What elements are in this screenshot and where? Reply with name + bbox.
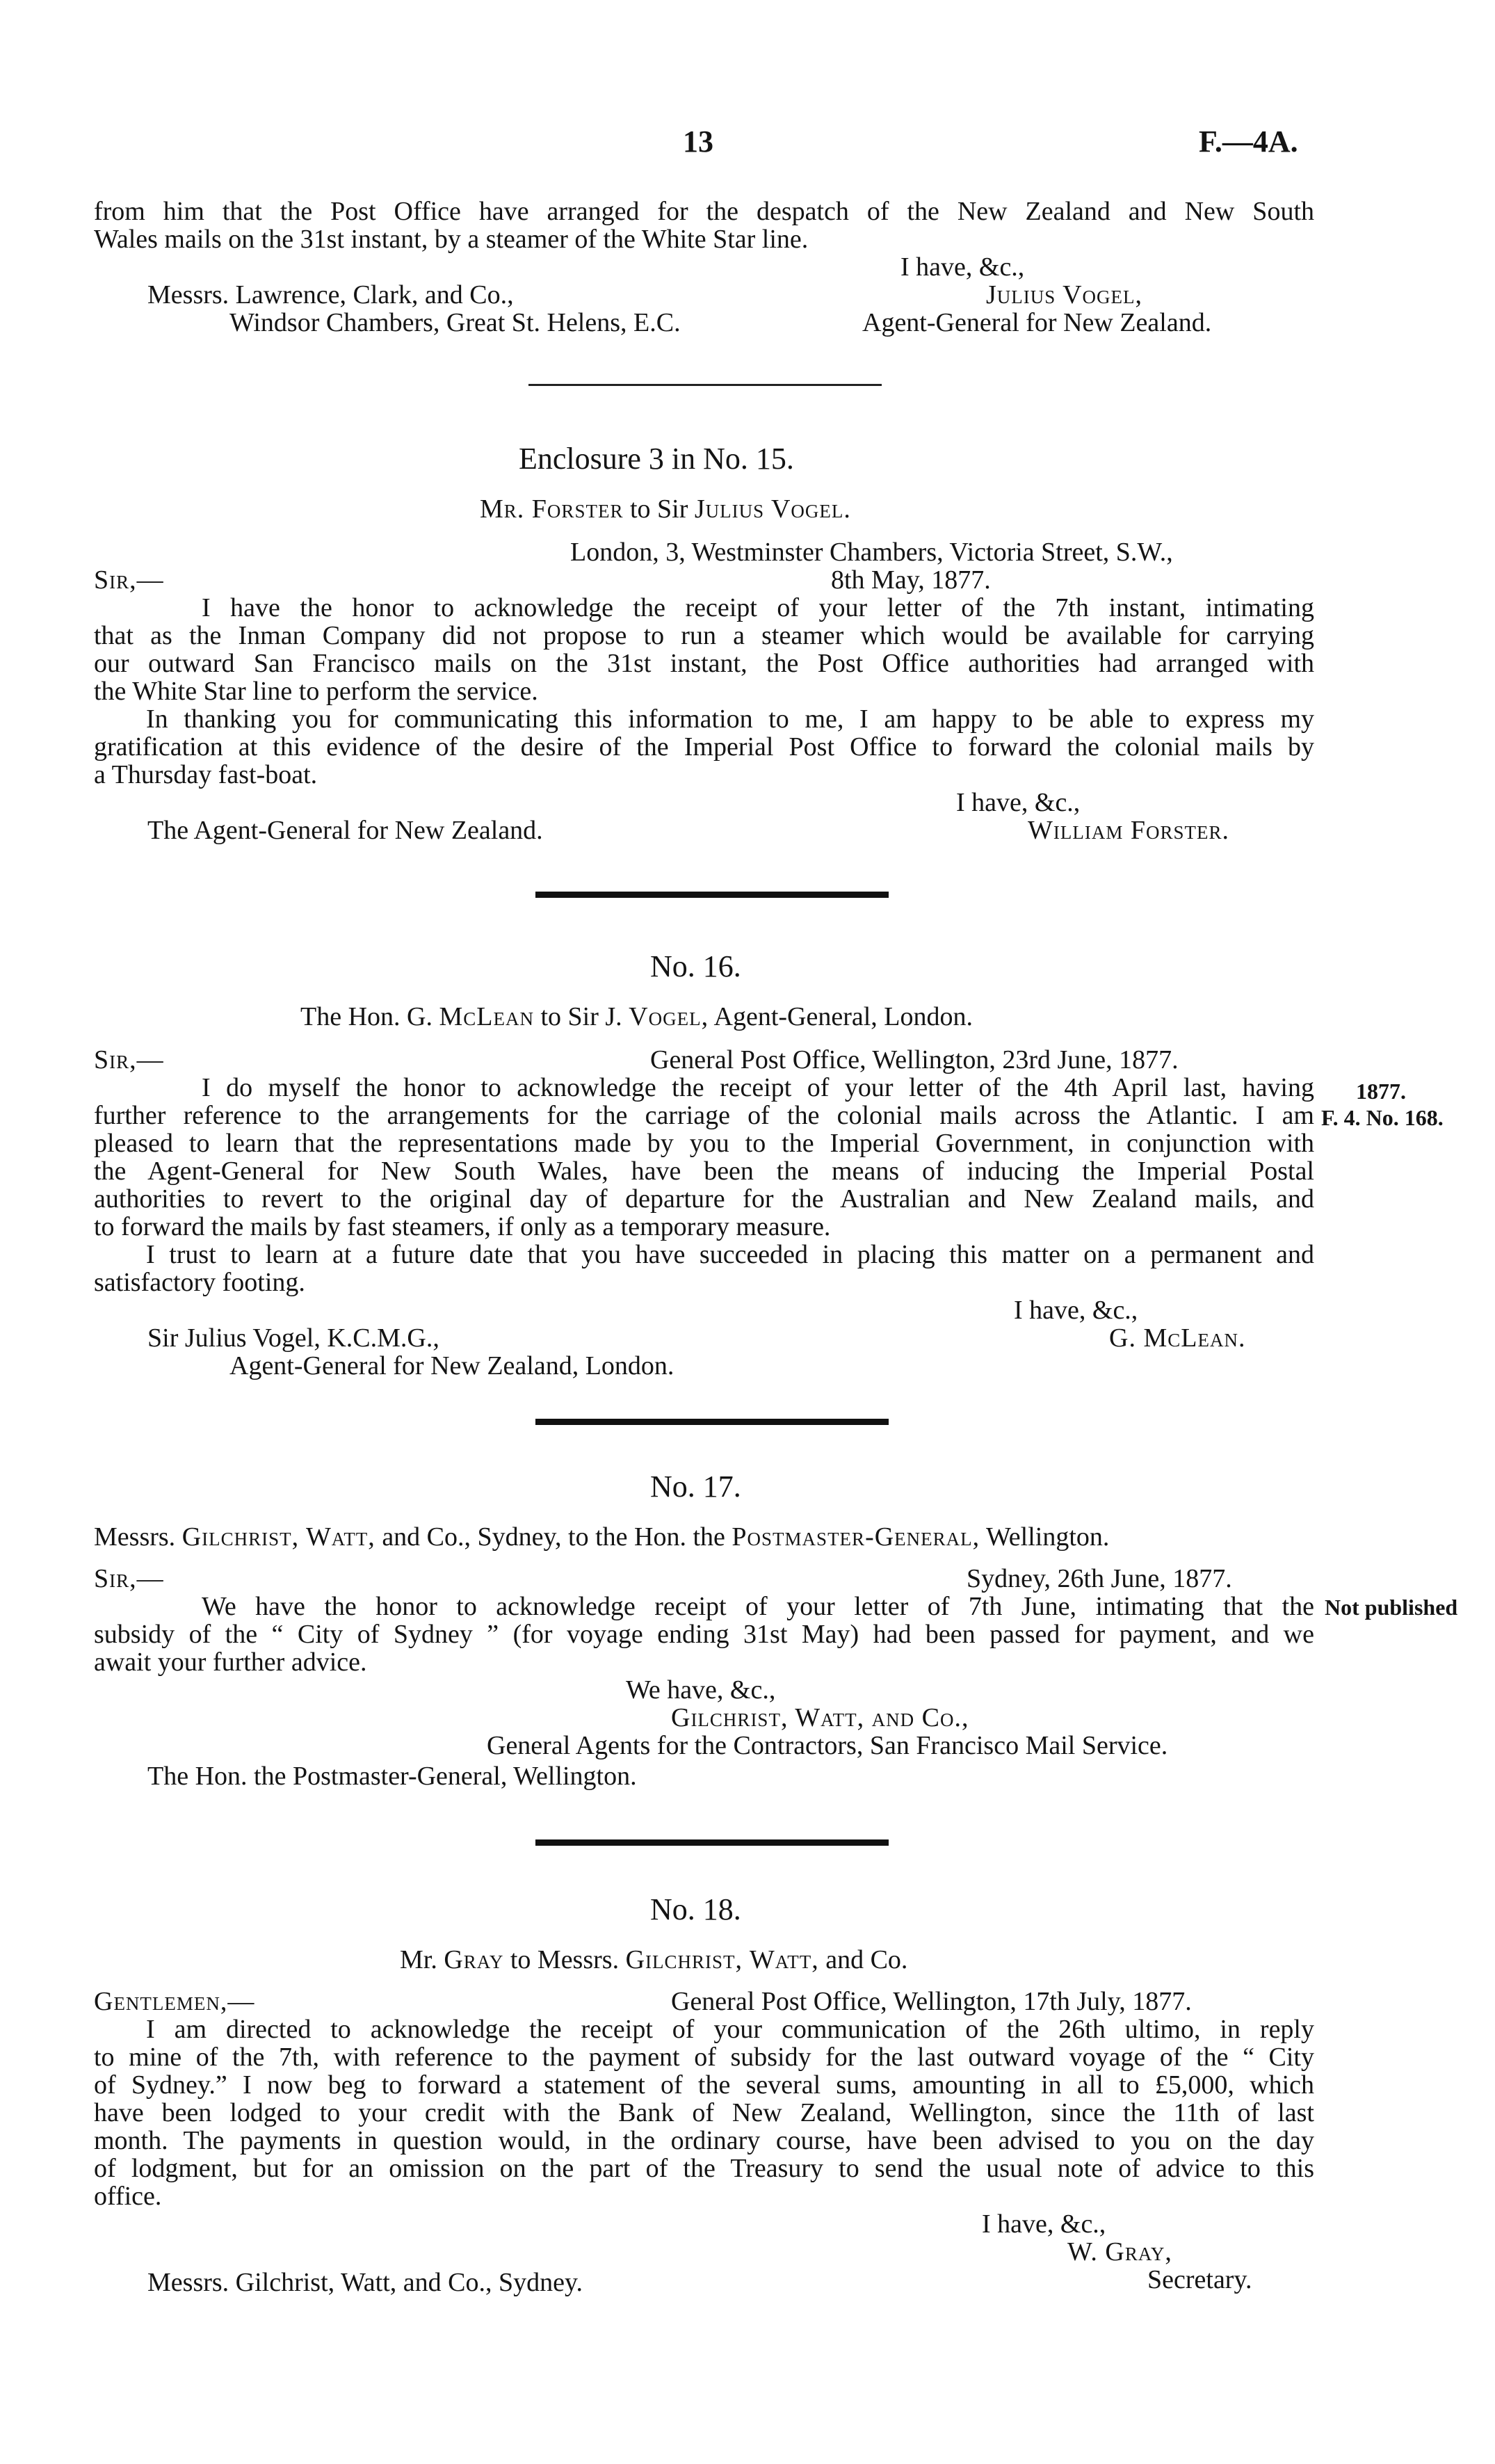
enclosure-3-body-line-4: the White Star line to perform the service. (94, 677, 538, 706)
no-16-closing: I have, &c., (1014, 1296, 1138, 1325)
no-18-subtitle-a: Mr. (400, 1945, 437, 1974)
no-17-subtitle-names: Gilchrist, Watt, (181, 1522, 375, 1552)
enclosure-3-body-line-6: gratification at this evidence of the desire of the Imperial Post Office to forward the colonial mails by (94, 732, 1314, 762)
no-17-margin-note: Not published (1325, 1595, 1458, 1620)
no-16-address-date: General Post Office, Wellington, 23rd June, 1877. (650, 1045, 1179, 1074)
no-16-subtitle-name2: Vogel, (629, 1002, 709, 1031)
no-18-title: No. 18. (650, 1892, 741, 1926)
no-16-salutation: Sir,— (94, 1045, 164, 1074)
no-16-subtitle-c: Agent-General, London. (713, 1002, 973, 1031)
no-18-body-line-2: to mine of the 7th, with reference to the payment of subsidy for the last outward voyage of the “ City (94, 2043, 1314, 2072)
no-18-signer: W. Gray, (1067, 2237, 1172, 2266)
no-16-subtitle-a: The Hon. G. (300, 1002, 433, 1031)
no-16-body-line-7: I trust to learn at a future date that you have succeeded in placing this matter on a permanent and (146, 1240, 1314, 1269)
document-reference: F.—4A. (1199, 124, 1298, 159)
no-17-subtitle-a: Messrs. (94, 1522, 176, 1552)
no-16-body-line-6: to forward the mails by fast steamers, if only as a temporary measure. (94, 1212, 831, 1241)
continuation-signer: Julius Vogel, (986, 280, 1143, 309)
no-17-title: No. 17. (650, 1469, 741, 1504)
no-16-body-line-3: pleased to learn that the representations made by you to the Imperial Government, in conjunction with (94, 1129, 1314, 1158)
section-divider (535, 892, 889, 898)
no-16-subtitle-b: to Sir J. (540, 1002, 622, 1031)
enclosure-3-salutation: Sir,— (94, 565, 164, 595)
no-18-subtitle-b: to Messrs. (510, 1945, 620, 1974)
page-number: 13 (683, 124, 713, 159)
no-16-body-line-8: satisfactory footing. (94, 1268, 305, 1297)
enclosure-3-mid: to Sir (629, 494, 688, 524)
no-16-recipient-2: Agent-General for New Zealand, London. (229, 1351, 674, 1380)
no-16-body-line-5: authorities to revert to the original day of departure for the Australian and New Zealand mails, and (94, 1184, 1314, 1214)
enclosure-3-signer: William Forster. (1028, 816, 1229, 845)
no-16-body-line-1: I do myself the honor to acknowledge the receipt of your letter of the 4th April last, having (202, 1073, 1314, 1102)
no-18-signer-title: Secretary. (1147, 2265, 1252, 2294)
no-17-date: Sydney, 26th June, 1877. (967, 1564, 1232, 1593)
no-18-body-line-3: of Sydney.” I now beg to forward a statement of the several sums, amounting in all to £5,000, which (94, 2070, 1314, 2100)
no-16-recipient-1: Sir Julius Vogel, K.C.M.G., (147, 1323, 439, 1353)
enclosure-3-date: 8th May, 1877. (831, 565, 991, 595)
no-18-recipient: Messrs. Gilchrist, Watt, and Co., Sydney. (147, 2268, 583, 2297)
enclosure-3-body-line-2: that as the Inman Company did not propose to run a steamer which would be available for carrying (94, 621, 1314, 650)
no-17-signer: Gilchrist, Watt, and Co., (671, 1703, 969, 1732)
no-17-closing: We have, &c., (626, 1675, 776, 1705)
enclosure-3-body-line-3: our outward San Francisco mails on the 31st instant, the Post Office authorities had arranged with (94, 649, 1314, 678)
no-16-signer: G. McLean. (1109, 1323, 1246, 1353)
no-17-subtitle-b: and Co., Sydney, to the Hon. the (382, 1522, 725, 1552)
section-divider (528, 384, 882, 386)
no-18-subtitle (400, 1944, 907, 1975)
continuation-closing: I have, &c., (900, 252, 1025, 282)
enclosure-3-closing: I have, &c., (956, 788, 1081, 817)
enclosure-3-body-line-1: I have the honor to acknowledge the receipt of your letter of the 7th instant, intimating (202, 593, 1314, 622)
enclosure-3-from: Mr. Forster (480, 494, 624, 524)
no-16-body-line-2: further reference to the arrangements for the carriage of the colonial mails across the Atlantic. I am (94, 1101, 1314, 1130)
enclosure-3-recipient: The Agent-General for New Zealand. (147, 816, 543, 845)
enclosure-3-body-line-7: a Thursday fast-boat. (94, 760, 318, 789)
no-18-body-line-6: of lodgment, but for an omission on the part of the Treasury to send the usual note of advice to this (94, 2154, 1314, 2183)
enclosure-3-subtitle (480, 494, 851, 524)
no-18-body-line-7: office. (94, 2182, 162, 2211)
continuation-recipient-2: Windsor Chambers, Great St. Helens, E.C. (229, 308, 681, 337)
section-divider (535, 1839, 889, 1846)
enclosure-3-address: London, 3, Westminster Chambers, Victoria Street, S.W., (570, 538, 1173, 567)
enclosure-3-body-line-5: In thanking you for communicating this information to me, I am happy to be able to express my (146, 704, 1314, 734)
no-18-subtitle-names: Gilchrist, Watt, (625, 1945, 819, 1974)
continuation-recipient-1: Messrs. Lawrence, Clark, and Co., (147, 280, 514, 309)
no-16-margin-ref: F. 4. No. 168. (1321, 1105, 1444, 1130)
no-16-body-line-4: the Agent-General for New South Wales, have been the means of inducing the Imperial Postal (94, 1157, 1314, 1186)
no-17-recipient: The Hon. the Postmaster-General, Wellington. (147, 1762, 637, 1791)
no-18-salutation: Gentlemen,— (94, 1987, 255, 2016)
continuation-signer-title: Agent-General for New Zealand. (862, 308, 1212, 337)
no-18-body-line-1: I am directed to acknowledge the receipt of your communication of the 26th ultimo, in reply (146, 2015, 1314, 2044)
no-17-body-line-2: subsidy of the “ City of Sydney ” (for voyage ending 31st May) had been passed for payment, and we (94, 1620, 1314, 1649)
no-18-subtitle-name: Gray (444, 1945, 504, 1974)
no-17-signer-title: General Agents for the Contractors, San Francisco Mail Service. (487, 1731, 1168, 1760)
section-divider (535, 1419, 889, 1425)
no-17-body-line-3: await your further advice. (94, 1648, 367, 1677)
continuation-line-1: from him that the Post Office have arranged for the despatch of the New Zealand and New South (94, 197, 1314, 226)
no-17-subtitle-office: Postmaster-General, (732, 1522, 980, 1552)
no-16-subtitle-name: McLean (439, 1002, 534, 1031)
no-17-subtitle (94, 1522, 1109, 1552)
enclosure-3-title: Enclosure 3 in No. 15. (519, 442, 794, 476)
enclosure-3-to: Julius Vogel. (694, 494, 851, 524)
no-17-body-line-1: We have the honor to acknowledge receipt of your letter of 7th June, intimating that the (202, 1592, 1314, 1621)
no-17-subtitle-c: Wellington. (985, 1522, 1110, 1552)
no-18-body-line-5: month. The payments in question would, in the ordinary course, have been advised to you on the day (94, 2126, 1314, 2155)
no-17-salutation: Sir,— (94, 1564, 164, 1593)
no-16-title: No. 16. (650, 949, 741, 983)
continuation-line-2: Wales mails on the 31st instant, by a steamer of the White Star line. (94, 225, 809, 254)
no-18-body-line-4: have been lodged to your credit with the Bank of New Zealand, Wellington, since the 11th of last (94, 2098, 1314, 2127)
no-16-subtitle (300, 1001, 973, 1032)
no-18-closing: I have, &c., (982, 2209, 1106, 2239)
no-18-subtitle-c: and Co. (825, 1945, 908, 1974)
no-18-address-date: General Post Office, Wellington, 17th July, 1877. (671, 1987, 1192, 2016)
no-16-margin-year: 1877. (1356, 1079, 1406, 1104)
